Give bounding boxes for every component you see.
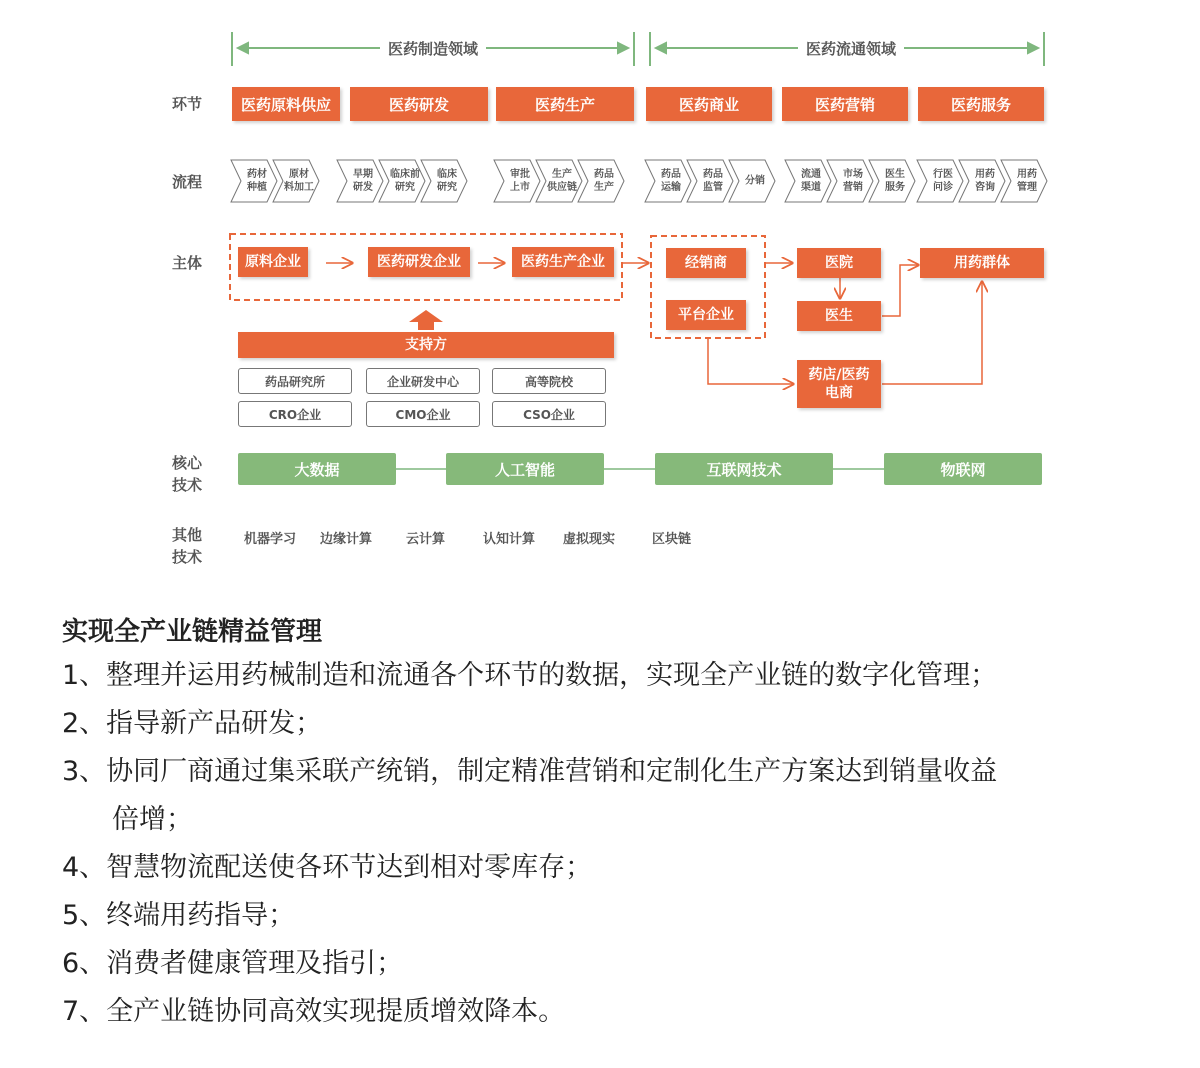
subject-production-company: 医药生产企业: [512, 247, 614, 277]
subject-distributor: 经销商: [666, 248, 746, 278]
process-step-label: 药品 监管: [703, 169, 723, 193]
summary-item: 6、消费者健康管理及指引；: [62, 948, 404, 979]
summary-title: 实现全产业链精益管理: [62, 617, 323, 647]
row-label-core-tech: 核心 技术: [172, 454, 203, 494]
summary-item: 3、协同厂商通过集采联产统销，制定精准营销和定制化生产方案达到销量收益: [62, 756, 998, 787]
process-step-label: 医生 服务: [885, 169, 905, 193]
summary-item: 4、智慧物流配送使各环节达到相对零库存；: [62, 852, 593, 883]
other-tech-item: 认知计算: [483, 532, 536, 547]
subject-users: 用药群体: [920, 248, 1044, 278]
process-step-label: 审批 上市: [510, 169, 530, 193]
process-step-label: 用药 管理: [1017, 169, 1037, 193]
stage-box: 医药生产: [496, 87, 634, 121]
subject-doctor: 医生: [797, 301, 881, 331]
stage-box: 医药商业: [646, 87, 772, 121]
subject-pharmacy: 药店/医药 电商: [797, 360, 881, 408]
summary-item: 5、终端用药指导；: [62, 900, 296, 931]
core-tech-box: 大数据: [238, 453, 396, 485]
process-step-label: 生产 供应链: [547, 169, 577, 193]
stage-box: 医药营销: [782, 87, 908, 121]
stage-box: 医药原料供应: [232, 87, 340, 121]
row-label-other-tech: 其他 技术: [172, 526, 203, 566]
process-step-label: 临床 研究: [437, 169, 457, 193]
process-step-label: 早期 研发: [353, 169, 373, 193]
supporter-item: CRO企业: [238, 401, 352, 427]
process-step-label: 药材 种植: [247, 169, 267, 193]
supporter-item: 药品研究所: [238, 368, 352, 394]
process-step-label: 分销: [745, 175, 765, 187]
other-tech-item: 虚拟现实: [563, 532, 616, 547]
process-step-label: 原材 料加工: [284, 169, 314, 193]
summary-item: 7、全产业链协同高效实现提质增效降本。: [62, 996, 566, 1027]
subject-platform-company: 平台企业: [666, 300, 746, 330]
other-tech-item: 机器学习: [244, 532, 297, 547]
core-tech-box: 物联网: [884, 453, 1042, 485]
row-label-process: 流程: [172, 173, 203, 191]
summary-item: 2、指导新产品研发；: [62, 708, 323, 739]
subject-rd-company: 医药研发企业: [368, 247, 470, 277]
process-step-label: 流通 渠道: [801, 169, 821, 193]
process-step-label: 市场 营销: [843, 169, 863, 193]
subject-hospital: 医院: [797, 248, 881, 278]
subject-raw-material: 原料企业: [238, 247, 308, 277]
supporter-item: 高等院校: [492, 368, 606, 394]
other-tech-item: 区块链: [652, 532, 692, 547]
supporter-item: CSO企业: [492, 401, 606, 427]
domain-circulation-label: 医药流通领域: [798, 38, 904, 59]
core-tech-box: 人工智能: [446, 453, 604, 485]
stage-box: 医药服务: [918, 87, 1044, 121]
summary-text: [62, 612, 1172, 1036]
process-step-label: 用药 咨询: [975, 169, 995, 193]
domain-header-lines: [0, 0, 1200, 80]
summary-item-continuation: 倍增；: [112, 804, 193, 835]
process-step-label: 药品 生产: [594, 169, 614, 193]
process-step-label: 临床前 研究: [390, 169, 420, 193]
stage-box: 医药研发: [350, 87, 488, 121]
supporter-item: CMO企业: [366, 401, 480, 427]
summary-item: 1、整理并运用药械制造和流通各个环节的数据，实现全产业链的数字化管理；: [62, 660, 998, 691]
other-tech-item: 边缘计算: [320, 532, 373, 547]
other-tech-item: 云计算: [406, 532, 446, 547]
row-label-subject: 主体: [172, 254, 203, 272]
supporters-bar: 支持方: [238, 332, 614, 358]
core-tech-box: 互联网技术: [655, 453, 833, 485]
domain-manufacturing-label: 医药制造领域: [380, 38, 486, 59]
process-step-label: 行医 问诊: [933, 169, 953, 193]
row-label-stage: 环节: [172, 95, 203, 113]
supporter-item: 企业研发中心: [366, 368, 480, 394]
process-step-label: 药品 运输: [661, 169, 681, 193]
